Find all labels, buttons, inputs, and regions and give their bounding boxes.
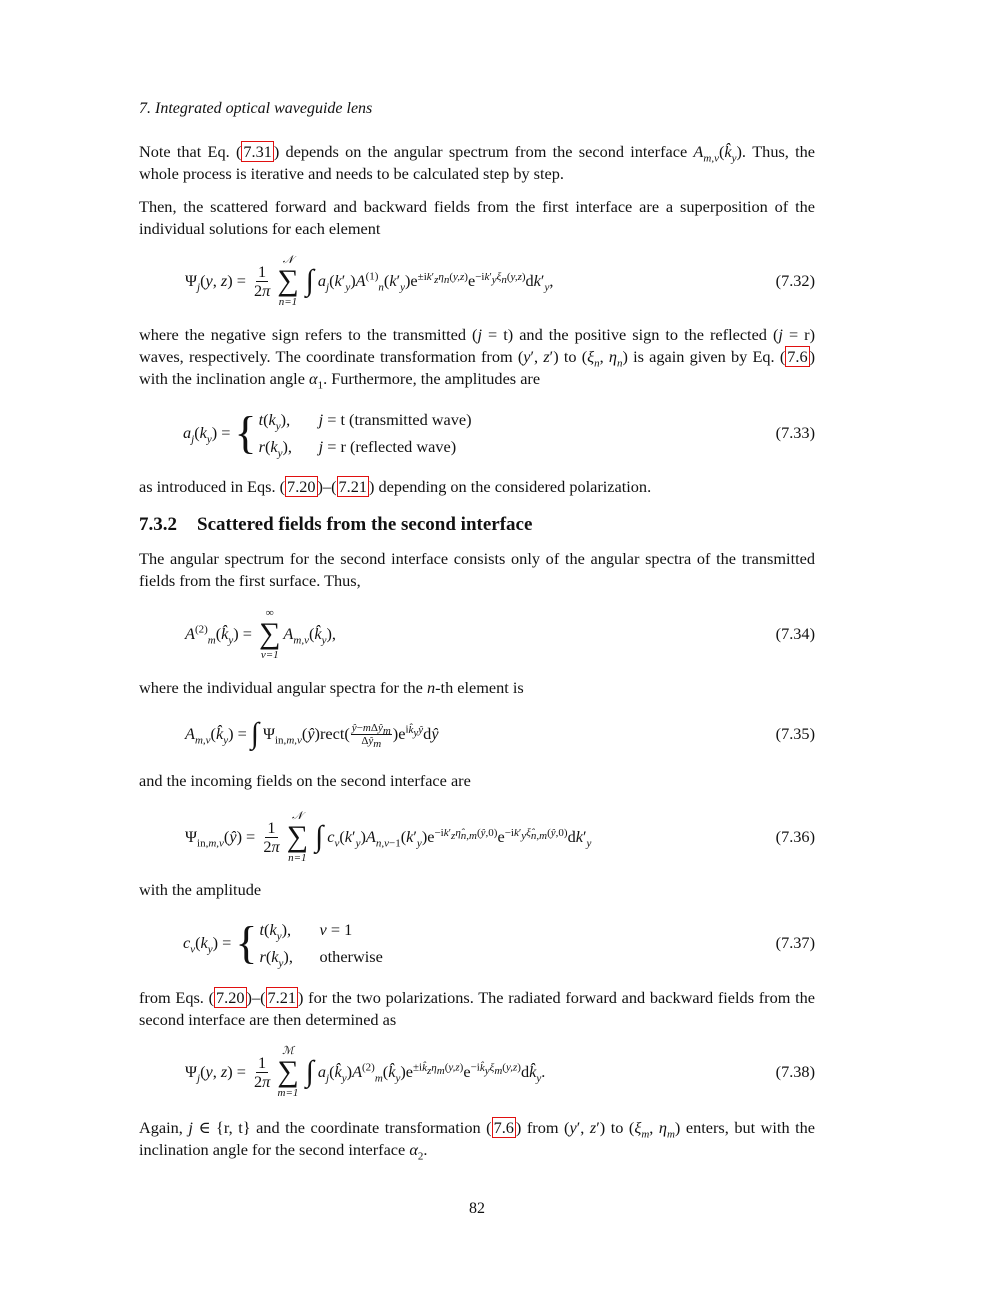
- eq-ref-7-6[interactable]: 7.6: [787, 347, 808, 366]
- eq-ref-7-20[interactable]: 7.20: [216, 988, 245, 1007]
- equation-7-35: $A_{m,\nu}(k̂_y)$ = ∫ $\Psi_{in,m,\nu}(ŷ)rect$( ŷ−mΔŷ$_m$ $\Delta ŷ_m$ )$e^{ik̂_yŷ}dŷ$ (7.35): [185, 717, 815, 750]
- paragraph-9: from Eqs. ( 7.20 )–( 7.21 ) for the two polarizations. The radiated forward and backward fields from the second interface are then determined as: [139, 988, 816, 1029]
- equation-7-38: $\Psi_j(y$, z) = $\frac{1}{2\pi}$ ℳ ∑ m=1 ∫ $a_j(k̂_y)A^{(2)}_m(k̂_y)e^{\pm ik̂_z\eta_m(y,z)}e^{-ik̂_y\xi_m(y,z)}dk̂_y$. (7.38): [185, 1045, 815, 1099]
- equation-7-37: $c_\nu(k_y)$ = { $t(k_y)$, ν = 1 $r(k_y)$, otherwise (7.37): [183, 917, 815, 970]
- equation-7-32: $\Psi_j(y$, z) = $\frac{1}{2\pi}$ 𝒩 ∑ n=1 ∫ $a_j(k'_y)A^{(1)}_n(k'_y)e^{\pm ik'_z\eta_n(y,z)}e^{-ik'_y\xi_n(y,z)}dk'_y$, (7.32): [185, 254, 815, 308]
- eq-number: (7.35): [775, 724, 815, 743]
- eq-ref-7-6[interactable]: 7.6: [493, 1118, 514, 1137]
- section-heading: 7.3.2 Scattered fields from the second interface: [139, 514, 533, 535]
- paragraph-3: where the negative sign refers to the transmitted (j = t) and the positive sign to the reflected (j = r) waves, respectively. The coordinate transformation from (y′, z′) to ($\xi_n$, $\eta_n$) is again given by Eq. ( 7.6 ) with the inclination angle $\alpha_1$. Furthermore, the amplitudes are: [139, 325, 816, 392]
- paragraph-6: where the individual angular spectra for the n-th element is: [139, 678, 524, 697]
- eq-number: (7.34): [775, 624, 815, 643]
- paragraph-7: and the incoming fields on the second interface are: [139, 771, 471, 790]
- eq-number: (7.37): [775, 933, 815, 952]
- paragraph-10: Again, j ∈ {r, t} and the coordinate transformation ( 7.6 ) from (y′, z′) to ($\xi_m$, $\eta_m$) enters, but with the inclination angle for the second interface $\alpha_2$.: [139, 1118, 816, 1163]
- equation-7-33: $a_j(k_y)$ = { $t(k_y)$, j = t (transmitted wave) $r(k_y)$, j = r (reflected wave) (7.33): [183, 407, 815, 460]
- eq-number: (7.38): [775, 1062, 815, 1081]
- page-number: 82: [469, 1200, 485, 1217]
- eq-ref-7-20[interactable]: 7.20: [287, 477, 316, 496]
- paragraph-1: Note that Eq. ( 7.31 ) depends on the angular spectrum from the second interface $A_{m,\nu}(k̂_y)$. Thus, the whole process is iterative and needs to be calculated step by step.: [139, 142, 815, 183]
- equation-7-34: $A^{(2)}_m(k̂_y)$ = ∞ ∑ ν=1 $A_{m,\nu}(k̂_y)$, (7.34): [185, 607, 815, 661]
- paragraph-8: with the amplitude: [139, 880, 262, 899]
- eq-ref-7-31[interactable]: 7.31: [243, 142, 272, 161]
- equation-7-36: $\Psi_{in,m,\nu}(ŷ)$ = $\frac{1}{2\pi}$ 𝒩 ∑ n=1 ∫ $c_\nu(k'_y)A_{n,\nu-1}(k'_y)e^{-ik'_z\etâ_{n,m}(ŷ,0)}e^{-ik'_y\xî_{n,m}(ŷ,0)}dk'_y$ (7.36): [185, 810, 815, 864]
- eq-number: (7.36): [775, 827, 815, 846]
- paragraph-2: Then, the scattered forward and backward fields from the first interface are a superposition of the individual solutions for each element: [139, 197, 815, 238]
- eq-number: (7.32): [775, 271, 815, 290]
- running-head: 7. Integrated optical waveguide lens: [139, 100, 373, 117]
- paragraph-5: The angular spectrum for the second interface consists only of the angular spectra of the transmitted fields from the first surface. Thus,: [139, 549, 815, 590]
- paragraph-4: as introduced in Eqs. ( 7.20 )–( 7.21 ) depending on the considered polarization.: [139, 477, 652, 496]
- eq-number: (7.33): [775, 423, 815, 442]
- eq-ref-7-21[interactable]: 7.21: [267, 988, 296, 1007]
- eq-ref-7-21[interactable]: 7.21: [338, 477, 368, 496]
